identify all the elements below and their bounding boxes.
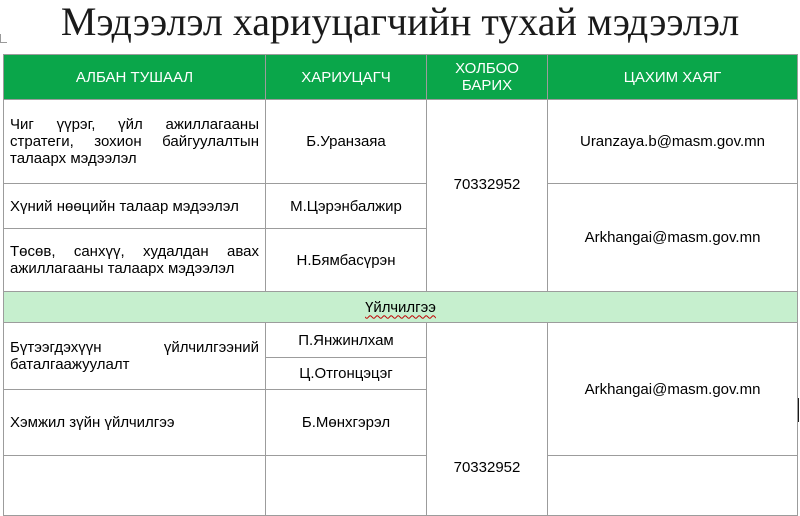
table-row: [4, 184, 798, 229]
responsible-cell: [266, 456, 427, 516]
responsible-cell: Б.Уранзаяа: [266, 100, 427, 184]
phone-cell: [427, 100, 548, 292]
responsible-cell: П.Янжинлхам: [266, 323, 427, 358]
position-cell: Хэмжил зүйн үйлчилгээ: [4, 390, 266, 456]
position-cell: Хүний нөөцийн талаар мэдээлэл: [4, 184, 266, 229]
position-cell: [4, 456, 266, 516]
position-cell: Бүтээгдэхүүн үйлчилгээний баталгаажуулалт: [4, 323, 266, 390]
table-row: [4, 456, 798, 516]
section-label-services: Үйлчилгээ: [4, 292, 798, 323]
responsible-cell: Б.Мөнхгэрэл: [266, 390, 427, 456]
phone-number: 70332952: [453, 176, 521, 193]
header-contact: ХОЛБОО БАРИХ: [427, 55, 548, 100]
table-row: [4, 323, 798, 358]
page-title: Мэдээлэл хариуцагчийн тухай мэдээлэл: [60, 0, 740, 44]
email-cell: Arkhangai@masm.gov.mn: [548, 323, 798, 456]
responsible-cell: М.Цэрэнбалжир: [266, 184, 427, 229]
header-position: АЛБАН ТУШААЛ: [4, 55, 266, 100]
phone-cell: [427, 323, 548, 516]
email-cell: Uranzaya.b@masm.gov.mn: [548, 100, 798, 184]
section-row: [4, 292, 798, 323]
table-row: [4, 100, 798, 184]
responsible-persons-table: [3, 54, 798, 516]
responsible-cell: Ц.Отгонцэцэг: [266, 358, 427, 390]
responsible-cell: Н.Бямбасүрэн: [266, 229, 427, 292]
email-cell: [548, 456, 798, 516]
header-responsible: ХАРИУЦАГЧ: [266, 55, 427, 100]
table-anchor-mark: [0, 34, 7, 43]
table-header-row: [4, 55, 798, 100]
phone-number: 70332952: [453, 459, 521, 476]
position-cell: Төсөв, санхүү, худалдан авах ажиллагааны талаарх мэдээлэл: [4, 229, 266, 292]
position-cell: Чиг үүрэг, үйл ажиллагааны стратеги, зохион байгуулалтын талаарх мэдээлэл: [4, 100, 266, 184]
email-cell: Arkhangai@masm.gov.mn: [548, 184, 798, 292]
header-email: ЦАХИМ ХАЯГ: [548, 55, 798, 100]
